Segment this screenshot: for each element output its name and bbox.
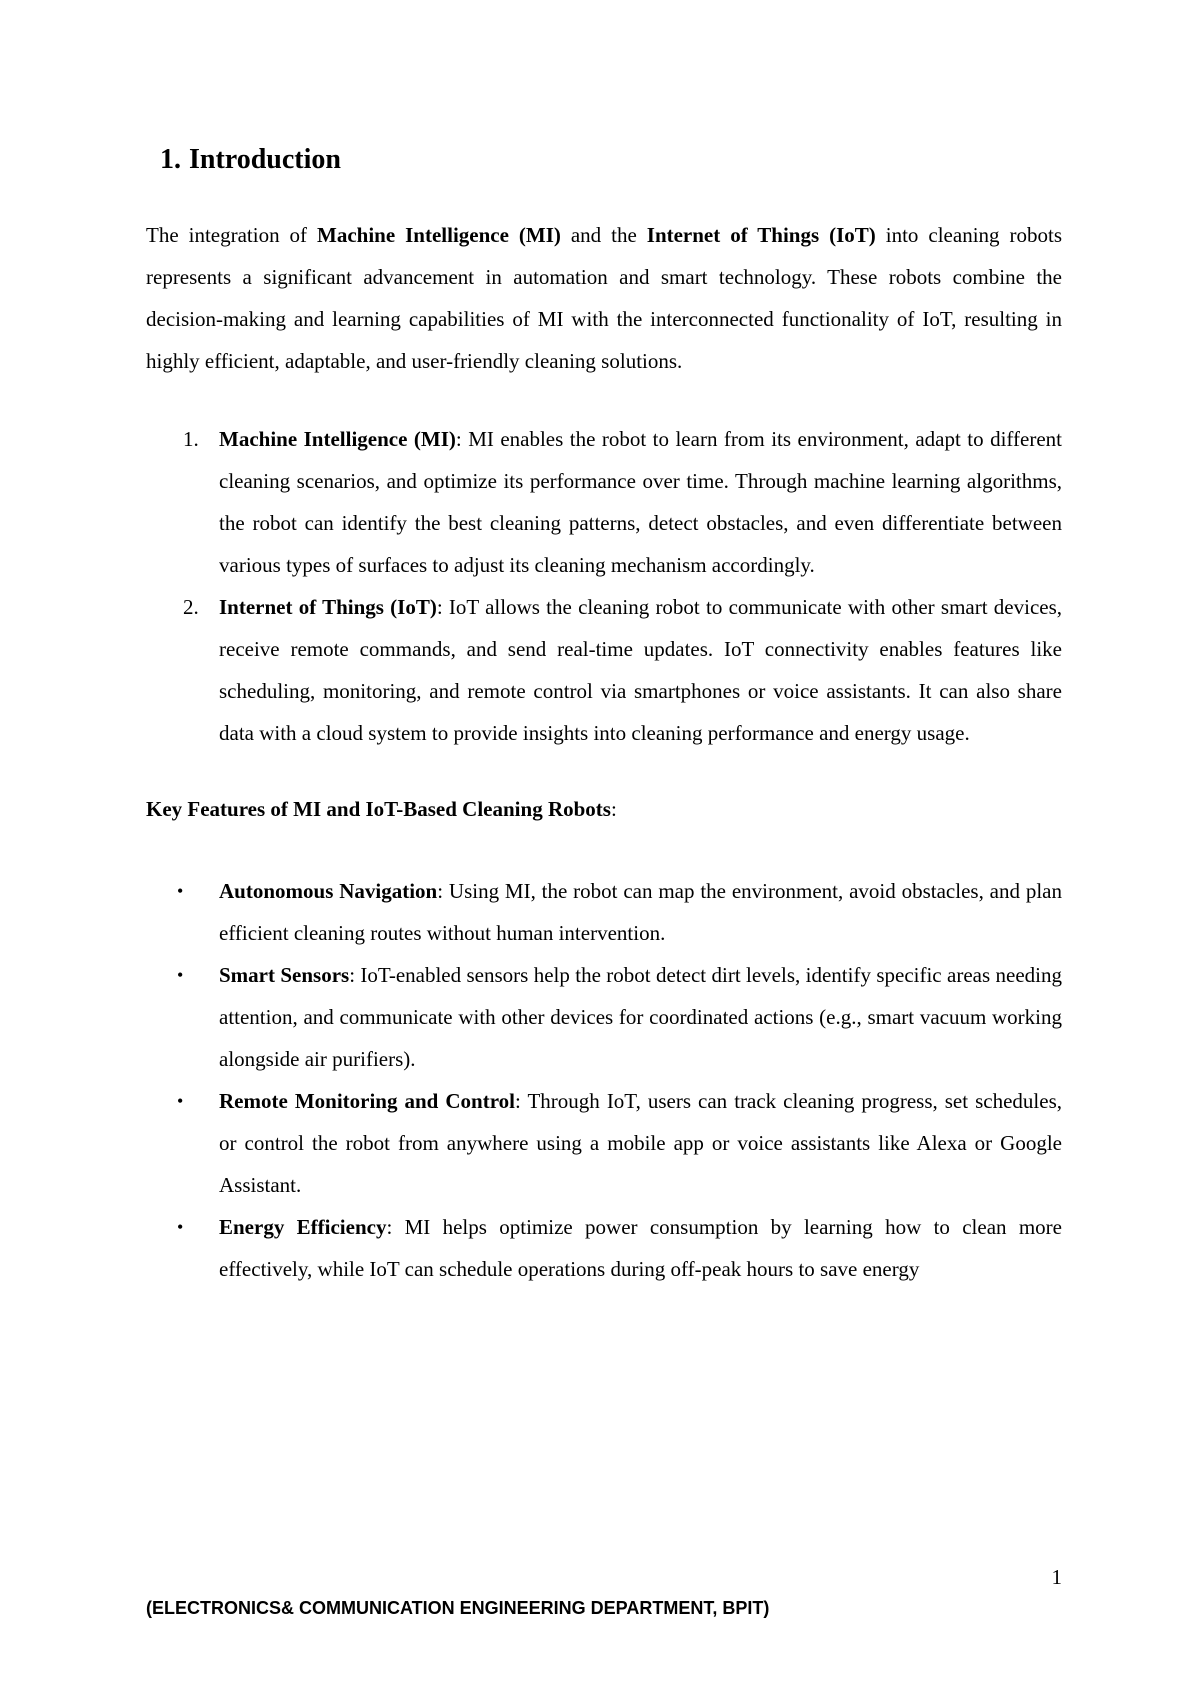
intro-text-3: into cleaning robots represents a significant advancement in automation and smart technology. These robots combine the decision-making and learning capabilities of MI with the interconnected functionality of IoT, resulting in highly efficient, adaptable, and user-friendly cleaning solutions. (146, 223, 1062, 373)
numbered-item (183, 418, 1063, 586)
features-list (146, 870, 1062, 1290)
feature-term: Smart Sensors (219, 963, 350, 987)
intro-text-1: The integration of (146, 223, 318, 247)
intro-paragraph (146, 214, 1062, 382)
feature-item (177, 870, 1062, 954)
feature-text: : IoT-enabled sensors help the robot detect dirt levels, identify specific areas needing attention, and communicate with other devices for coordinated actions (e.g., smart vacuum working alongside air purifiers). (219, 963, 1062, 1071)
bullet-icon: • (177, 965, 184, 985)
numbered-item-term: Internet of Things (IoT) (219, 595, 437, 619)
feature-item (177, 954, 1062, 1080)
section-number: 1. (160, 144, 181, 175)
page-footer: (ELECTRONICS& COMMUNICATION ENGINEERING DEPARTMENT, BPIT) (146, 1598, 770, 1618)
list-number: 1. (183, 427, 199, 451)
bullet-icon: • (177, 1217, 184, 1237)
numbered-item-text: : MI enables the robot to learn from its environment, adapt to different cleaning scenarios, and optimize its performance over time. Through machine learning algorithms, the robot can identify the best cleaning patterns, detect obstacles, and even differentiate between various types of surfaces to adjust its cleaning mechanism accordingly. (219, 427, 1063, 577)
feature-term: Autonomous Navigation (219, 879, 438, 903)
bullet-icon: • (177, 881, 184, 901)
intro-text-2: and the (560, 223, 647, 247)
numbered-list (146, 418, 1062, 754)
feature-text: : MI helps optimize power consumption by learning how to clean more effectively, while IoT can schedule operations during off-peak hours to save energy (219, 1215, 1062, 1281)
features-heading-text: Key Features of MI and IoT-Based Cleaning Robots (146, 797, 611, 821)
feature-term: Energy Efficiency (219, 1215, 387, 1239)
list-number: 2. (183, 595, 199, 619)
section-title: Introduction (189, 144, 341, 175)
bullet-icon: • (177, 1091, 184, 1111)
page-content (146, 140, 1062, 1290)
feature-term: Remote Monitoring and Control (219, 1089, 515, 1113)
intro-term-iot: Internet of Things (IoT) (646, 223, 876, 247)
numbered-item (183, 586, 1063, 754)
numbered-item-term: Machine Intelligence (MI) (219, 427, 456, 451)
feature-item (177, 1206, 1062, 1290)
features-heading-colon: : (610, 797, 617, 821)
intro-term-mi: Machine Intelligence (MI) (317, 223, 561, 247)
section-heading (160, 140, 1062, 180)
feature-text: : Using MI, the robot can map the environment, avoid obstacles, and plan efficient cleaning routes without human intervention. (219, 879, 1062, 945)
feature-item (177, 1080, 1062, 1206)
page-number: 1 (1051, 1565, 1062, 1589)
feature-text: : Through IoT, users can track cleaning progress, set schedules, or control the robot from anywhere using a mobile app or voice assistants like Alexa or Google Assistant. (219, 1089, 1062, 1197)
features-heading (146, 788, 1062, 830)
numbered-item-text: : IoT allows the cleaning robot to communicate with other smart devices, receive remote commands, and send real-time updates. IoT connectivity enables features like scheduling, monitoring, and remote control via smartphones or voice assistants. It can also share data with a cloud system to provide insights into cleaning performance and energy usage. (219, 595, 1063, 745)
